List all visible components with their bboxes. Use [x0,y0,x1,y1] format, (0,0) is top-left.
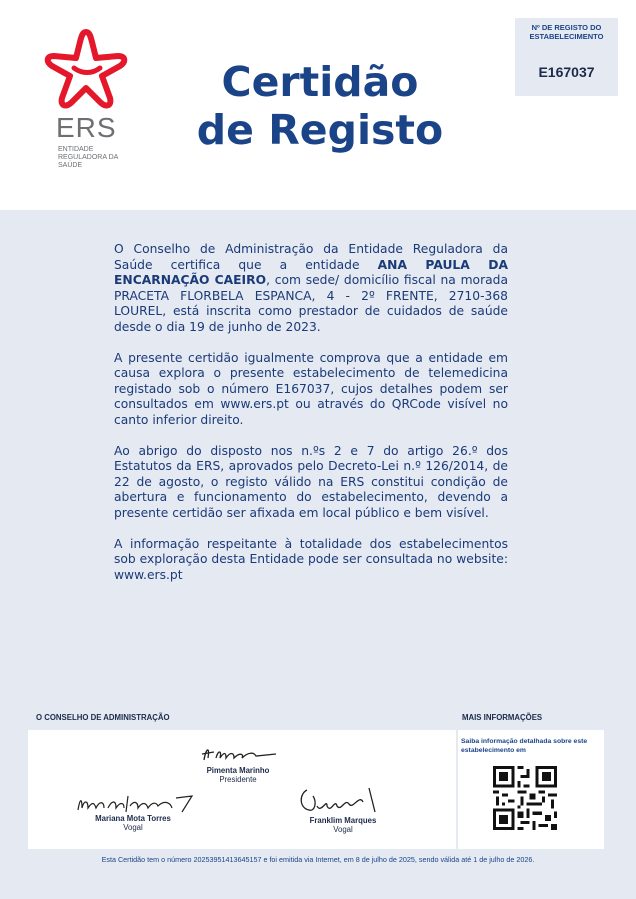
paragraph-1 [114,242,508,336]
registration-number: E167037 [538,64,595,80]
more-info-text: Saiba informação detalhada sobre este estabelecimento em [461,738,588,754]
certificate-note: Esta Certidão tem o número 20253951413645157 e foi emitida via Internet, em 8 de julho de 2025, sendo válida até 1 de julho de 2026. [101,855,535,864]
signatory-name-2: Mariana Mota Torres [95,814,171,823]
paragraph-4: A informação respeitante à totalidade dos estabelecimentos sob exploração desta Entidade pode ser consultada no website: www.ers.pt [114,536,508,582]
paragraph-2: A presente certidão igualmente comprova que a entidade em causa explora o presente estabelecimento de telemedicina registado sob o número E167037, cujos detalhes podem ser consultados em www.ers.pt ou através do QRCode visível no canto inferior direito. [114,350,508,427]
logo-name: ERS [56,112,117,143]
signature-1-icon [196,742,280,766]
signature-vogal-1 [68,790,198,832]
signature-vogal-2 [283,784,403,834]
p1-text-after: , com sede/ domicílio fiscal na morada PRACETA FLORBELA ESPANCA, 4 - 2º FRENTE, 2710-368 LOUREL, está inscrita como prestador de cuidados de saúde desde o dia 19 de junho de 2023. [114,273,509,334]
registration-box [515,18,618,96]
paragraph-3: Ao abrigo do disposto nos n.ºs 2 e 7 do artigo 26.º dos Estatutos da ERS, aprovados pelo Decreto-Lei n.º 126/2014, de 22 de agosto, o registo válido na ERS constitui condição de abertura e funcionamento do estabelecimento, devendo a presente certidão ser afixada em local público e bem visível. [114,443,508,520]
title-line-1: Certidão [221,58,419,106]
signature-2-icon [68,790,198,814]
board-heading: O CONSELHO DE ADMINISTRAÇÃO [36,713,170,722]
p1-text-before: O Conselho de Administração da Entidade Reguladora da Saúde certifica que a entidade [114,242,508,272]
header-band [0,0,636,210]
signatory-name-3: Franklim Marques [309,816,377,825]
ers-logo [44,28,134,169]
title-line-2: de Registo [196,106,444,154]
signatory-name-1: Pimenta Marinho [206,766,270,775]
signatory-role-1: Presidente [219,775,257,784]
logo-subtitle: ENTIDADE REGULADORA DA SAÚDE [58,146,118,169]
page-title [190,58,450,154]
board-heading-bar [28,704,456,730]
more-info-heading: MAIS INFORMAÇÕES [462,713,543,722]
signatory-role-3: Vogal [333,825,353,834]
entity-name: ANA PAULA DA ENCARNAÇÃO CAEIRO [114,257,508,288]
star-logo-icon [44,28,128,110]
signatory-role-2: Vogal [123,823,143,832]
signature-president [188,742,288,784]
footer-divider [456,704,458,849]
registration-label: Nº DE REGISTO DO ESTABELECIMENTO [529,23,604,41]
certificate-body [114,242,508,598]
more-info-heading-bar [458,704,604,730]
signature-3-icon [293,784,393,816]
qr-code-icon[interactable] [493,766,557,830]
footer-panel [28,704,604,849]
